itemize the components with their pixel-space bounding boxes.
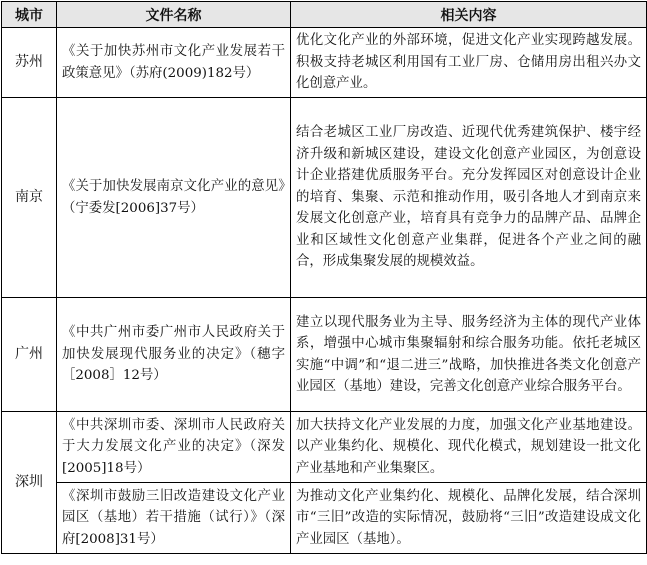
header-city: 城市 — [2, 2, 57, 28]
table-row — [2, 98, 647, 298]
document-cell: 《关于加快发展南京文化产业的意见》（宁委发[2006]37号） — [57, 98, 291, 298]
policy-table — [1, 1, 647, 554]
document-cell: 《中共广州市委广州市人民政府关于加快发展现代服务业的决定》（穗字［2008］12号） — [57, 298, 291, 412]
document-cell: 《关于加快苏州市文化产业发展若干政策意见》（苏府(2009)182号） — [57, 28, 291, 98]
content-cell: 为推动文化产业集约化、规模化、品牌化发展，结合深圳市“三旧”改造的实际情况，鼓励将“三旧”改造建设成文化产业园区（基地）。 — [291, 483, 647, 554]
content-cell: 建立以现代服务业为主导、服务经济为主体的现代产业体系，增强中心城市集聚辐射和综合服务功能。依托老城区实施“中调”和“退二进三”战略，加快推进各类文化创意产业园区（基地）建设，完善文化创意产业综合服务平台。 — [291, 298, 647, 412]
document-cell: 《中共深圳市委、深圳市人民政府关于大力发展文化产业的决定》（深发[2005]18号） — [57, 412, 291, 483]
document-cell: 《深圳市鼓励三旧改造建设文化产业园区（基地）若干措施（试行）》（深府[2008]31号） — [57, 483, 291, 554]
table-row — [2, 298, 647, 412]
city-cell: 广州 — [2, 298, 57, 412]
city-cell: 南京 — [2, 98, 57, 298]
content-cell: 优化文化产业的外部环境，促进文化产业实现跨越发展。积极支持老城区利用国有工业厂房、仓储用房出租兴办文化创意产业。 — [291, 28, 647, 98]
header-row — [2, 2, 647, 28]
table-row — [2, 28, 647, 98]
header-content: 相关内容 — [291, 2, 647, 28]
content-cell: 加大扶持文化产业发展的力度，加强文化产业基地建设。以产业集约化、规模化、现代化模式，规划建设一批文化产业基地和产业集聚区。 — [291, 412, 647, 483]
city-cell: 苏州 — [2, 28, 57, 98]
city-cell: 深圳 — [2, 412, 57, 554]
content-cell: 结合老城区工业厂房改造、近现代优秀建筑保护、楼宇经济升级和新城区建设，建设文化创意产业园区，为创意设计企业搭建优质服务平台。充分发挥园区对创意设计企业的培育、集聚、示范和推动作用，吸引各地人才到南京来发展文化创意产业，培育具有竞争力的品牌产品、品牌企业和区域性文化创意产业集群，促进各个产业之间的融合，形成集聚发展的规模效益。 — [291, 98, 647, 298]
header-document: 文件名称 — [57, 2, 291, 28]
table-row — [2, 483, 647, 554]
table-row — [2, 412, 647, 483]
